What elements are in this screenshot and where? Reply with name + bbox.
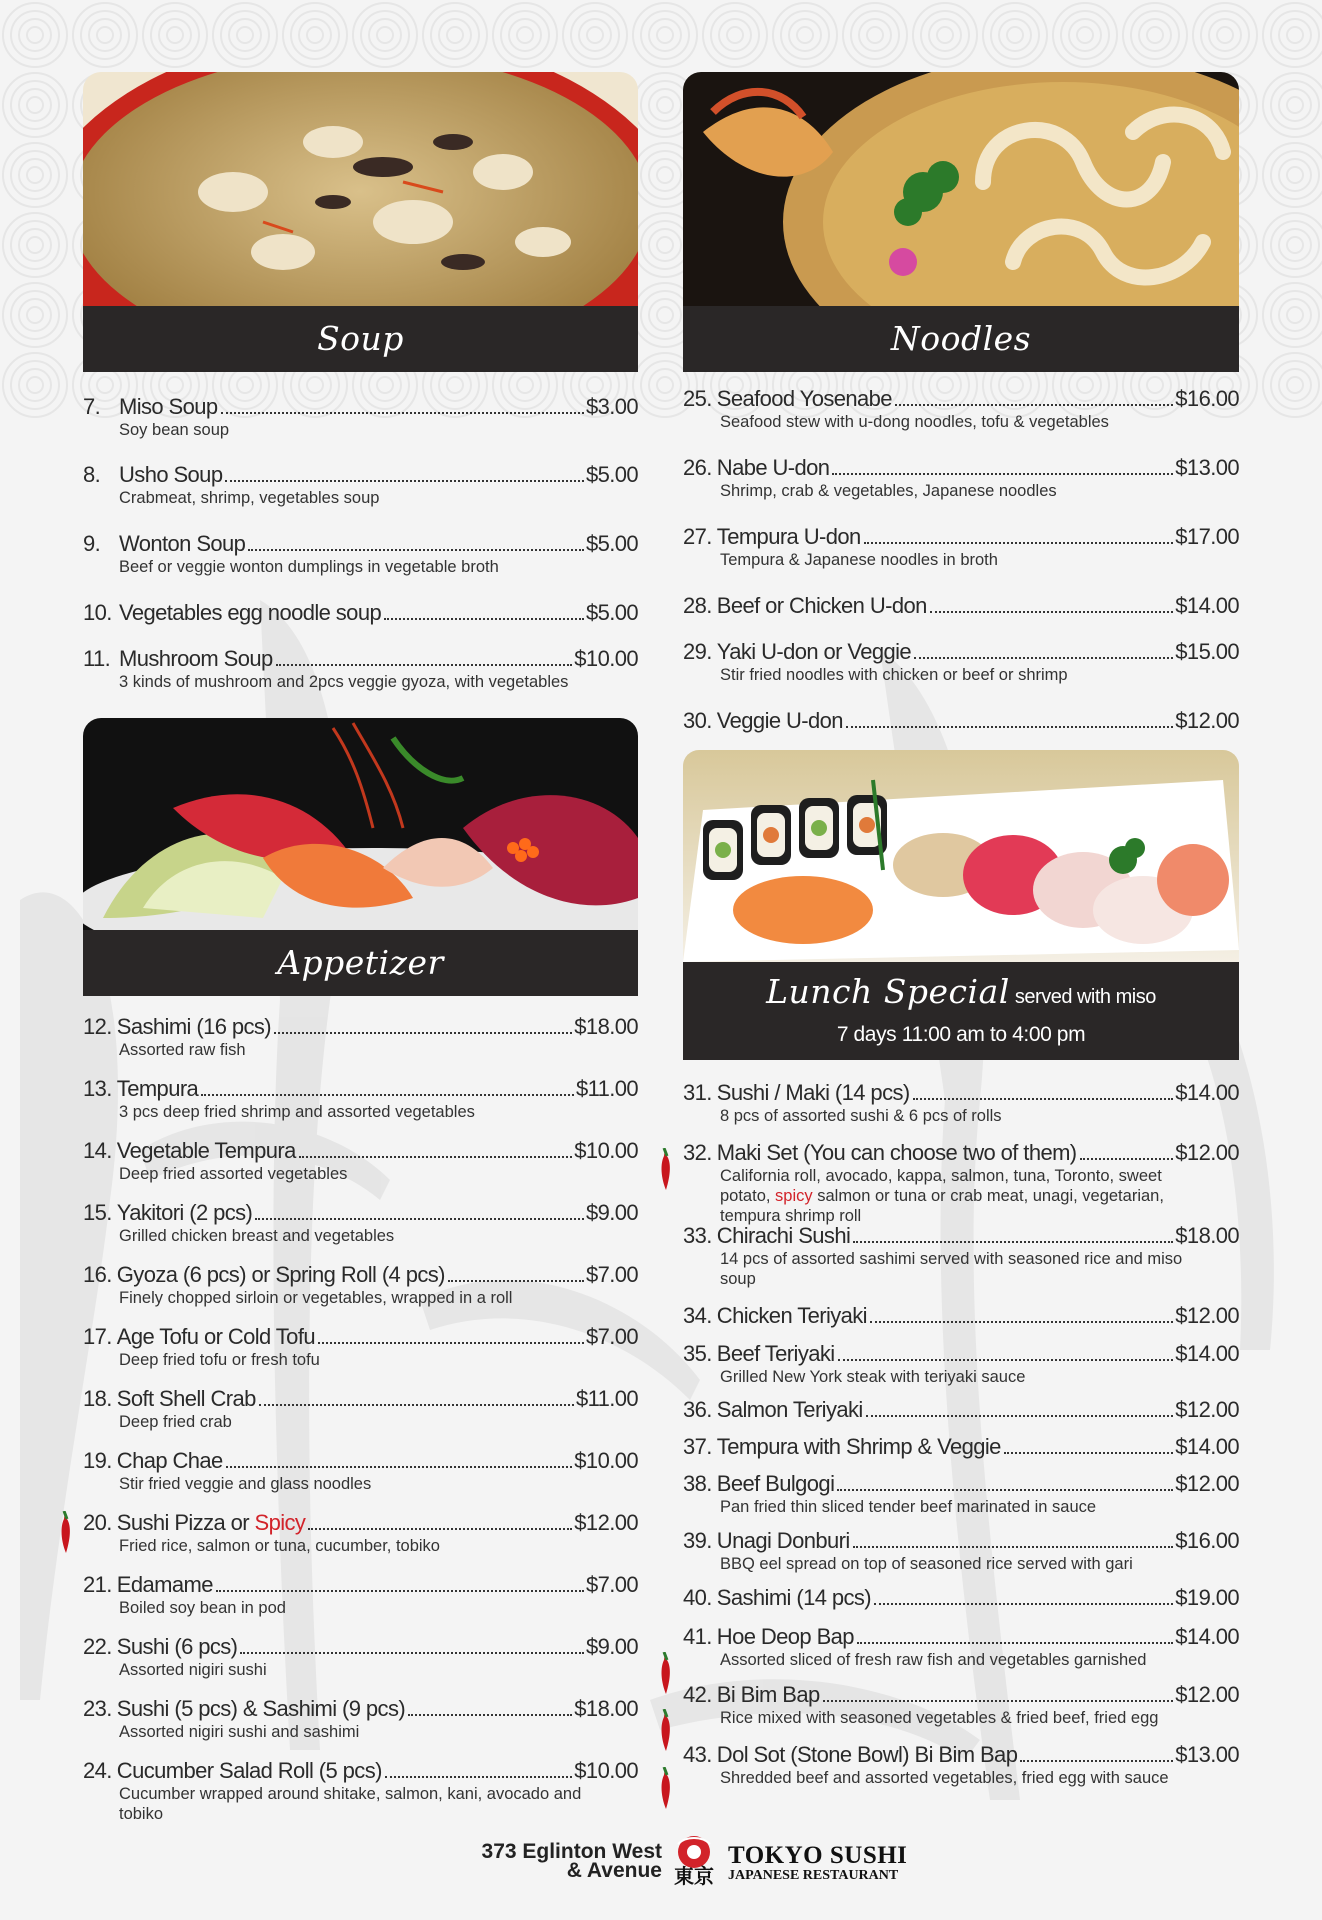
item-name: Tempura	[116, 1076, 199, 1101]
item-name: Yaki U-don or Veggie	[716, 639, 912, 664]
item-description: Seafood stew with u-dong noodles, tofu & vegetables	[720, 413, 1109, 431]
item-description: Beef or veggie wonton dumplings in vegetable broth	[119, 558, 499, 576]
menu-item	[683, 524, 1239, 570]
item-price: $10.00	[574, 1758, 638, 1783]
item-description: Shrimp, crab & vegetables, Japanese noodles	[720, 482, 1057, 500]
item-name: Nabe U-don	[716, 455, 830, 480]
chili-icon	[658, 1767, 672, 1809]
menu-item	[83, 1634, 638, 1680]
dot-leader	[823, 1700, 1174, 1702]
menu-item	[83, 1386, 638, 1432]
item-description: Assorted nigiri sushi	[119, 1661, 267, 1679]
address	[440, 1842, 662, 1880]
item-number: 13.	[83, 1076, 112, 1101]
item-description: BBQ eel spread on top of seasoned rice served with gari	[720, 1555, 1133, 1573]
item-price: $10.00	[574, 646, 638, 671]
dot-leader	[866, 1415, 1174, 1417]
menu-item	[83, 462, 638, 508]
menu-item	[683, 1682, 1239, 1728]
item-name: Edamame	[116, 1572, 213, 1597]
dot-leader	[216, 1590, 584, 1592]
item-price: $13.00	[1175, 1742, 1239, 1767]
dot-leader	[201, 1094, 574, 1096]
item-number: 39.	[683, 1528, 712, 1553]
dot-leader	[259, 1404, 574, 1406]
item-price: $14.00	[1175, 1341, 1239, 1366]
item-number: 31.	[683, 1080, 712, 1105]
menu-item	[83, 1262, 638, 1308]
item-price: $12.00	[1175, 1140, 1239, 1165]
item-number: 22.	[83, 1634, 112, 1659]
item-description: California roll, avocado, kappa, salmon, tuna, Toronto, sweet potato, spicy salmon or tuna or crab meat, unagi, vegetarian, tempura shrimp roll	[720, 1167, 1164, 1225]
menu-item	[683, 455, 1239, 501]
item-number: 9.	[83, 531, 101, 556]
item-name: Chicken Teriyaki	[716, 1303, 867, 1328]
item-description: Boiled soy bean in pod	[119, 1599, 286, 1617]
restaurant-logo	[670, 1834, 718, 1888]
item-description: Fried rice, salmon or tuna, cucumber, tobiko	[119, 1537, 440, 1555]
lunch-special-photo	[683, 750, 1239, 962]
lunch-special-subtitle: served with miso	[1014, 986, 1156, 1008]
menu-item	[83, 1138, 638, 1184]
lunch-special-title: Lunch Special	[766, 972, 1010, 1011]
chili-icon	[658, 1148, 672, 1190]
menu-item	[683, 1397, 1239, 1423]
item-price: $14.00	[1175, 1624, 1239, 1649]
item-description: Crabmeat, shrimp, vegetables soup	[119, 489, 380, 507]
menu-item	[683, 1528, 1239, 1574]
item-number: 28.	[683, 593, 712, 618]
item-number: 40.	[683, 1585, 712, 1610]
item-description: Finely chopped sirloin or vegetables, wrapped in a roll	[119, 1289, 513, 1307]
item-price: $14.00	[1175, 1080, 1239, 1105]
menu-item	[683, 593, 1239, 619]
item-name: Unagi Donburi	[716, 1528, 850, 1553]
item-name: Sashimi (16 pcs)	[116, 1014, 272, 1039]
item-name: Usho Soup	[119, 462, 223, 487]
brand	[728, 1844, 907, 1884]
item-number: 18.	[83, 1386, 112, 1411]
item-name: Sushi (5 pcs) & Sashimi (9 pcs)	[116, 1696, 406, 1721]
noodles-photo	[683, 72, 1239, 306]
item-number: 36.	[683, 1397, 712, 1422]
item-number: 37.	[683, 1434, 712, 1459]
item-name: Vegetables egg noodle soup	[119, 600, 382, 625]
item-price: $5.00	[585, 462, 638, 487]
item-name: Cucumber Salad Roll (5 pcs)	[116, 1758, 382, 1783]
item-price: $12.00	[1175, 1471, 1239, 1496]
dot-leader	[870, 1321, 1173, 1323]
item-number: 17.	[83, 1324, 112, 1349]
item-price: $11.00	[575, 1386, 638, 1411]
item-price: $14.00	[1175, 593, 1239, 618]
menu-item	[683, 1585, 1239, 1611]
menu-item	[83, 1200, 638, 1246]
item-price: $9.00	[585, 1634, 638, 1659]
menu-item	[683, 1624, 1239, 1670]
item-number: 38.	[683, 1471, 712, 1496]
dot-leader	[930, 611, 1174, 613]
item-description: Assorted sliced of fresh raw fish and vegetables garnished	[720, 1651, 1147, 1669]
item-description: Cucumber wrapped around shitake, salmon, kani, avocado and tobiko	[119, 1785, 582, 1823]
item-price: $12.00	[1175, 708, 1239, 733]
dot-leader	[1080, 1158, 1174, 1160]
item-number: 42.	[683, 1682, 712, 1707]
noodles-banner	[683, 306, 1239, 372]
address-line-2: & Avenue	[566, 1859, 662, 1882]
item-description: Assorted nigiri sushi and sashimi	[119, 1723, 360, 1741]
dot-leader	[226, 1466, 573, 1468]
menu-item	[83, 646, 638, 692]
item-number: 43.	[683, 1742, 712, 1767]
item-number: 16.	[83, 1262, 112, 1287]
item-price: $10.00	[574, 1138, 638, 1163]
item-name: Age Tofu or Cold Tofu	[116, 1324, 315, 1349]
item-name: Hoe Deop Bap	[716, 1624, 854, 1649]
item-number: 8.	[83, 462, 101, 487]
soup-photo	[83, 72, 638, 306]
item-description: Rice mixed with seasoned vegetables & fried beef, fried egg	[720, 1709, 1159, 1727]
menu-item	[83, 531, 638, 577]
address-line-1: 373 Eglinton West	[481, 1840, 662, 1863]
item-name: Soft Shell Crab	[116, 1386, 256, 1411]
item-name: Salmon Teriyaki	[716, 1397, 863, 1422]
item-number: 23.	[83, 1696, 112, 1721]
chili-icon	[658, 1709, 672, 1751]
menu-item	[83, 600, 638, 626]
appetizer-banner	[83, 930, 638, 996]
item-number: 41.	[683, 1624, 712, 1649]
item-number: 11.	[83, 646, 111, 671]
right-column	[683, 72, 1239, 1840]
item-price: $18.00	[574, 1014, 638, 1039]
item-name: Chirachi Sushi	[716, 1223, 851, 1248]
logo-kanji: 東京	[674, 1864, 714, 1888]
item-price: $12.00	[1175, 1303, 1239, 1328]
lunch-list	[683, 1060, 1239, 1840]
menu-item	[683, 386, 1239, 432]
dot-leader	[1020, 1760, 1173, 1762]
menu-item	[83, 1510, 638, 1556]
item-price: $16.00	[1175, 386, 1239, 411]
lunch-special-hours: 7 days 11:00 am to 4:00 pm	[836, 1023, 1086, 1046]
menu-item	[83, 394, 638, 440]
item-name: Tempura U-don	[716, 524, 861, 549]
spicy-label: spicy	[775, 1187, 813, 1205]
dot-leader	[914, 657, 1173, 659]
item-description: Deep fried assorted vegetables	[119, 1165, 348, 1183]
item-number: 21.	[83, 1572, 112, 1597]
item-number: 19.	[83, 1448, 112, 1473]
dot-leader	[857, 1642, 1173, 1644]
menu-item	[83, 1572, 638, 1618]
brand-name: TOKYO SUSHI	[728, 1842, 908, 1869]
item-name: Wonton Soup	[119, 531, 246, 556]
menu-item	[683, 639, 1239, 685]
item-price: $7.00	[585, 1572, 638, 1597]
item-description: Tempura & Japanese noodles in broth	[720, 551, 998, 569]
item-number: 12.	[83, 1014, 112, 1039]
item-name: Vegetable Tempura	[116, 1138, 296, 1163]
item-number: 32.	[683, 1140, 712, 1165]
dot-leader	[846, 726, 1173, 728]
item-name: Beef Bulgogi	[716, 1471, 835, 1496]
item-number: 34.	[683, 1303, 712, 1328]
item-number: 29.	[683, 639, 712, 664]
item-description: Grilled chicken breast and vegetables	[119, 1227, 395, 1245]
item-price: $17.00	[1175, 524, 1239, 549]
item-name: Dol Sot (Stone Bowl) Bi Bim Bap	[716, 1742, 1018, 1767]
item-price: $10.00	[574, 1448, 638, 1473]
item-number: 15.	[83, 1200, 112, 1225]
menu-item	[83, 1696, 638, 1742]
appetizer-list	[83, 996, 638, 1896]
item-number: 30.	[683, 708, 712, 733]
menu-item	[683, 1080, 1239, 1126]
dot-leader	[832, 473, 1173, 475]
footer	[0, 1834, 1322, 1894]
item-name: Beef Teriyaki	[716, 1341, 835, 1366]
dot-leader	[318, 1342, 584, 1344]
item-description: Pan fried thin sliced tender beef marinated in sauce	[720, 1498, 1097, 1516]
item-description: Deep fried tofu or fresh tofu	[119, 1351, 320, 1369]
item-price: $3.00	[585, 394, 638, 419]
item-number: 7.	[83, 394, 101, 419]
item-description: Deep fried crab	[119, 1413, 232, 1431]
item-name: Bi Bim Bap	[716, 1682, 820, 1707]
item-number: 24.	[83, 1758, 112, 1783]
item-price: $14.00	[1175, 1434, 1239, 1459]
menu-item	[83, 1448, 638, 1494]
item-price: $19.00	[1175, 1585, 1239, 1610]
item-price: $18.00	[574, 1696, 638, 1721]
soup-list	[83, 372, 638, 712]
item-price: $12.00	[574, 1510, 638, 1535]
menu-item	[683, 1341, 1239, 1387]
item-price: $7.00	[585, 1324, 638, 1349]
chili-icon	[658, 1652, 672, 1694]
item-description: Shredded beef and assorted vegetables, fried egg with sauce	[720, 1769, 1169, 1787]
dot-leader	[448, 1280, 584, 1282]
menu-item	[683, 1303, 1239, 1329]
dot-leader	[838, 1359, 1174, 1361]
menu-item	[683, 1434, 1239, 1460]
dot-leader	[853, 1546, 1174, 1548]
item-price: $12.00	[1175, 1397, 1239, 1422]
item-description: Grilled New York steak with teriyaki sauce	[720, 1368, 1026, 1386]
item-name: Miso Soup	[119, 394, 218, 419]
dot-leader	[853, 1241, 1173, 1243]
item-number: 20.	[83, 1510, 112, 1535]
menu-item	[83, 1324, 638, 1370]
item-number: 35.	[683, 1341, 712, 1366]
dot-leader	[895, 404, 1173, 406]
item-name: Tempura with Shrimp & Veggie	[716, 1434, 1001, 1459]
dot-leader	[385, 1776, 572, 1778]
dot-leader	[837, 1489, 1173, 1491]
menu-item	[683, 1471, 1239, 1517]
item-number: 10.	[83, 600, 112, 625]
item-number: 14.	[83, 1138, 112, 1163]
menu-item	[683, 1140, 1239, 1226]
item-price: $16.00	[1175, 1528, 1239, 1553]
dot-leader	[255, 1218, 584, 1220]
menu-item	[83, 1758, 638, 1824]
item-name: Sushi / Maki (14 pcs)	[716, 1080, 910, 1105]
item-name: Sushi (6 pcs)	[116, 1634, 238, 1659]
item-number: 25.	[683, 386, 712, 411]
item-description: Stir fried veggie and glass noodles	[119, 1475, 372, 1493]
item-description: Assorted raw fish	[119, 1041, 246, 1059]
dot-leader	[240, 1652, 584, 1654]
item-price: $5.00	[585, 531, 638, 556]
item-price: $15.00	[1175, 639, 1239, 664]
item-price: $11.00	[575, 1076, 638, 1101]
dot-leader	[274, 1032, 572, 1034]
menu-item	[83, 1014, 638, 1060]
item-price: $9.00	[585, 1200, 638, 1225]
menu-item	[683, 708, 1239, 734]
item-name: Mushroom Soup	[119, 646, 273, 671]
item-description: Soy bean soup	[119, 421, 230, 439]
appetizer-title: Appetizer	[277, 943, 444, 982]
dot-leader	[913, 1098, 1174, 1100]
dot-leader	[874, 1603, 1173, 1605]
item-name: Chap Chae	[116, 1448, 223, 1473]
item-description: 3 pcs deep fried shrimp and assorted vegetables	[119, 1103, 475, 1121]
item-name: Veggie U-don	[716, 708, 843, 733]
spicy-label: Spicy	[254, 1510, 306, 1535]
item-name: Maki Set (You can choose two of them)	[716, 1140, 1077, 1165]
item-number: 26.	[683, 455, 712, 480]
left-column	[83, 72, 638, 1896]
noodles-title: Noodles	[890, 319, 1032, 358]
item-price: $5.00	[585, 600, 638, 625]
soup-banner	[83, 306, 638, 372]
item-name: Gyoza (6 pcs) or Spring Roll (4 pcs)	[116, 1262, 445, 1287]
dot-leader	[864, 542, 1174, 544]
item-name: Seafood Yosenabe	[716, 386, 892, 411]
dot-leader	[408, 1714, 572, 1716]
noodles-list	[683, 372, 1239, 752]
menu-item	[683, 1223, 1239, 1289]
menu-item	[683, 1742, 1239, 1788]
dot-leader	[299, 1156, 573, 1158]
item-description: 8 pcs of assorted sushi & 6 pcs of rolls	[720, 1107, 1002, 1125]
item-number: 27.	[683, 524, 712, 549]
item-price: $7.00	[585, 1262, 638, 1287]
appetizer-photo	[83, 718, 638, 930]
chili-icon	[58, 1511, 72, 1553]
dot-leader	[308, 1528, 572, 1530]
brand-subtitle: JAPANESE RESTAURANT	[728, 1868, 899, 1883]
item-name: Beef or Chicken U-don	[716, 593, 927, 618]
item-price: $18.00	[1175, 1223, 1239, 1248]
item-number: 33.	[683, 1223, 712, 1248]
soup-title: Soup	[317, 319, 404, 358]
item-description: 3 kinds of mushroom and 2pcs veggie gyoza, with vegetables	[119, 673, 569, 691]
item-name: Sashimi (14 pcs)	[716, 1585, 872, 1610]
menu-item	[83, 1076, 638, 1122]
item-price: $12.00	[1175, 1682, 1239, 1707]
item-price: $13.00	[1175, 455, 1239, 480]
item-description: 14 pcs of assorted sashimi served with seasoned rice and miso soup	[720, 1250, 1183, 1288]
lunch-special-banner	[683, 962, 1239, 1060]
item-name: Yakitori (2 pcs)	[116, 1200, 253, 1225]
item-name: Sushi Pizza or Spicy	[116, 1510, 306, 1535]
dot-leader	[1004, 1452, 1173, 1454]
item-description: Stir fried noodles with chicken or beef or shrimp	[720, 666, 1068, 684]
